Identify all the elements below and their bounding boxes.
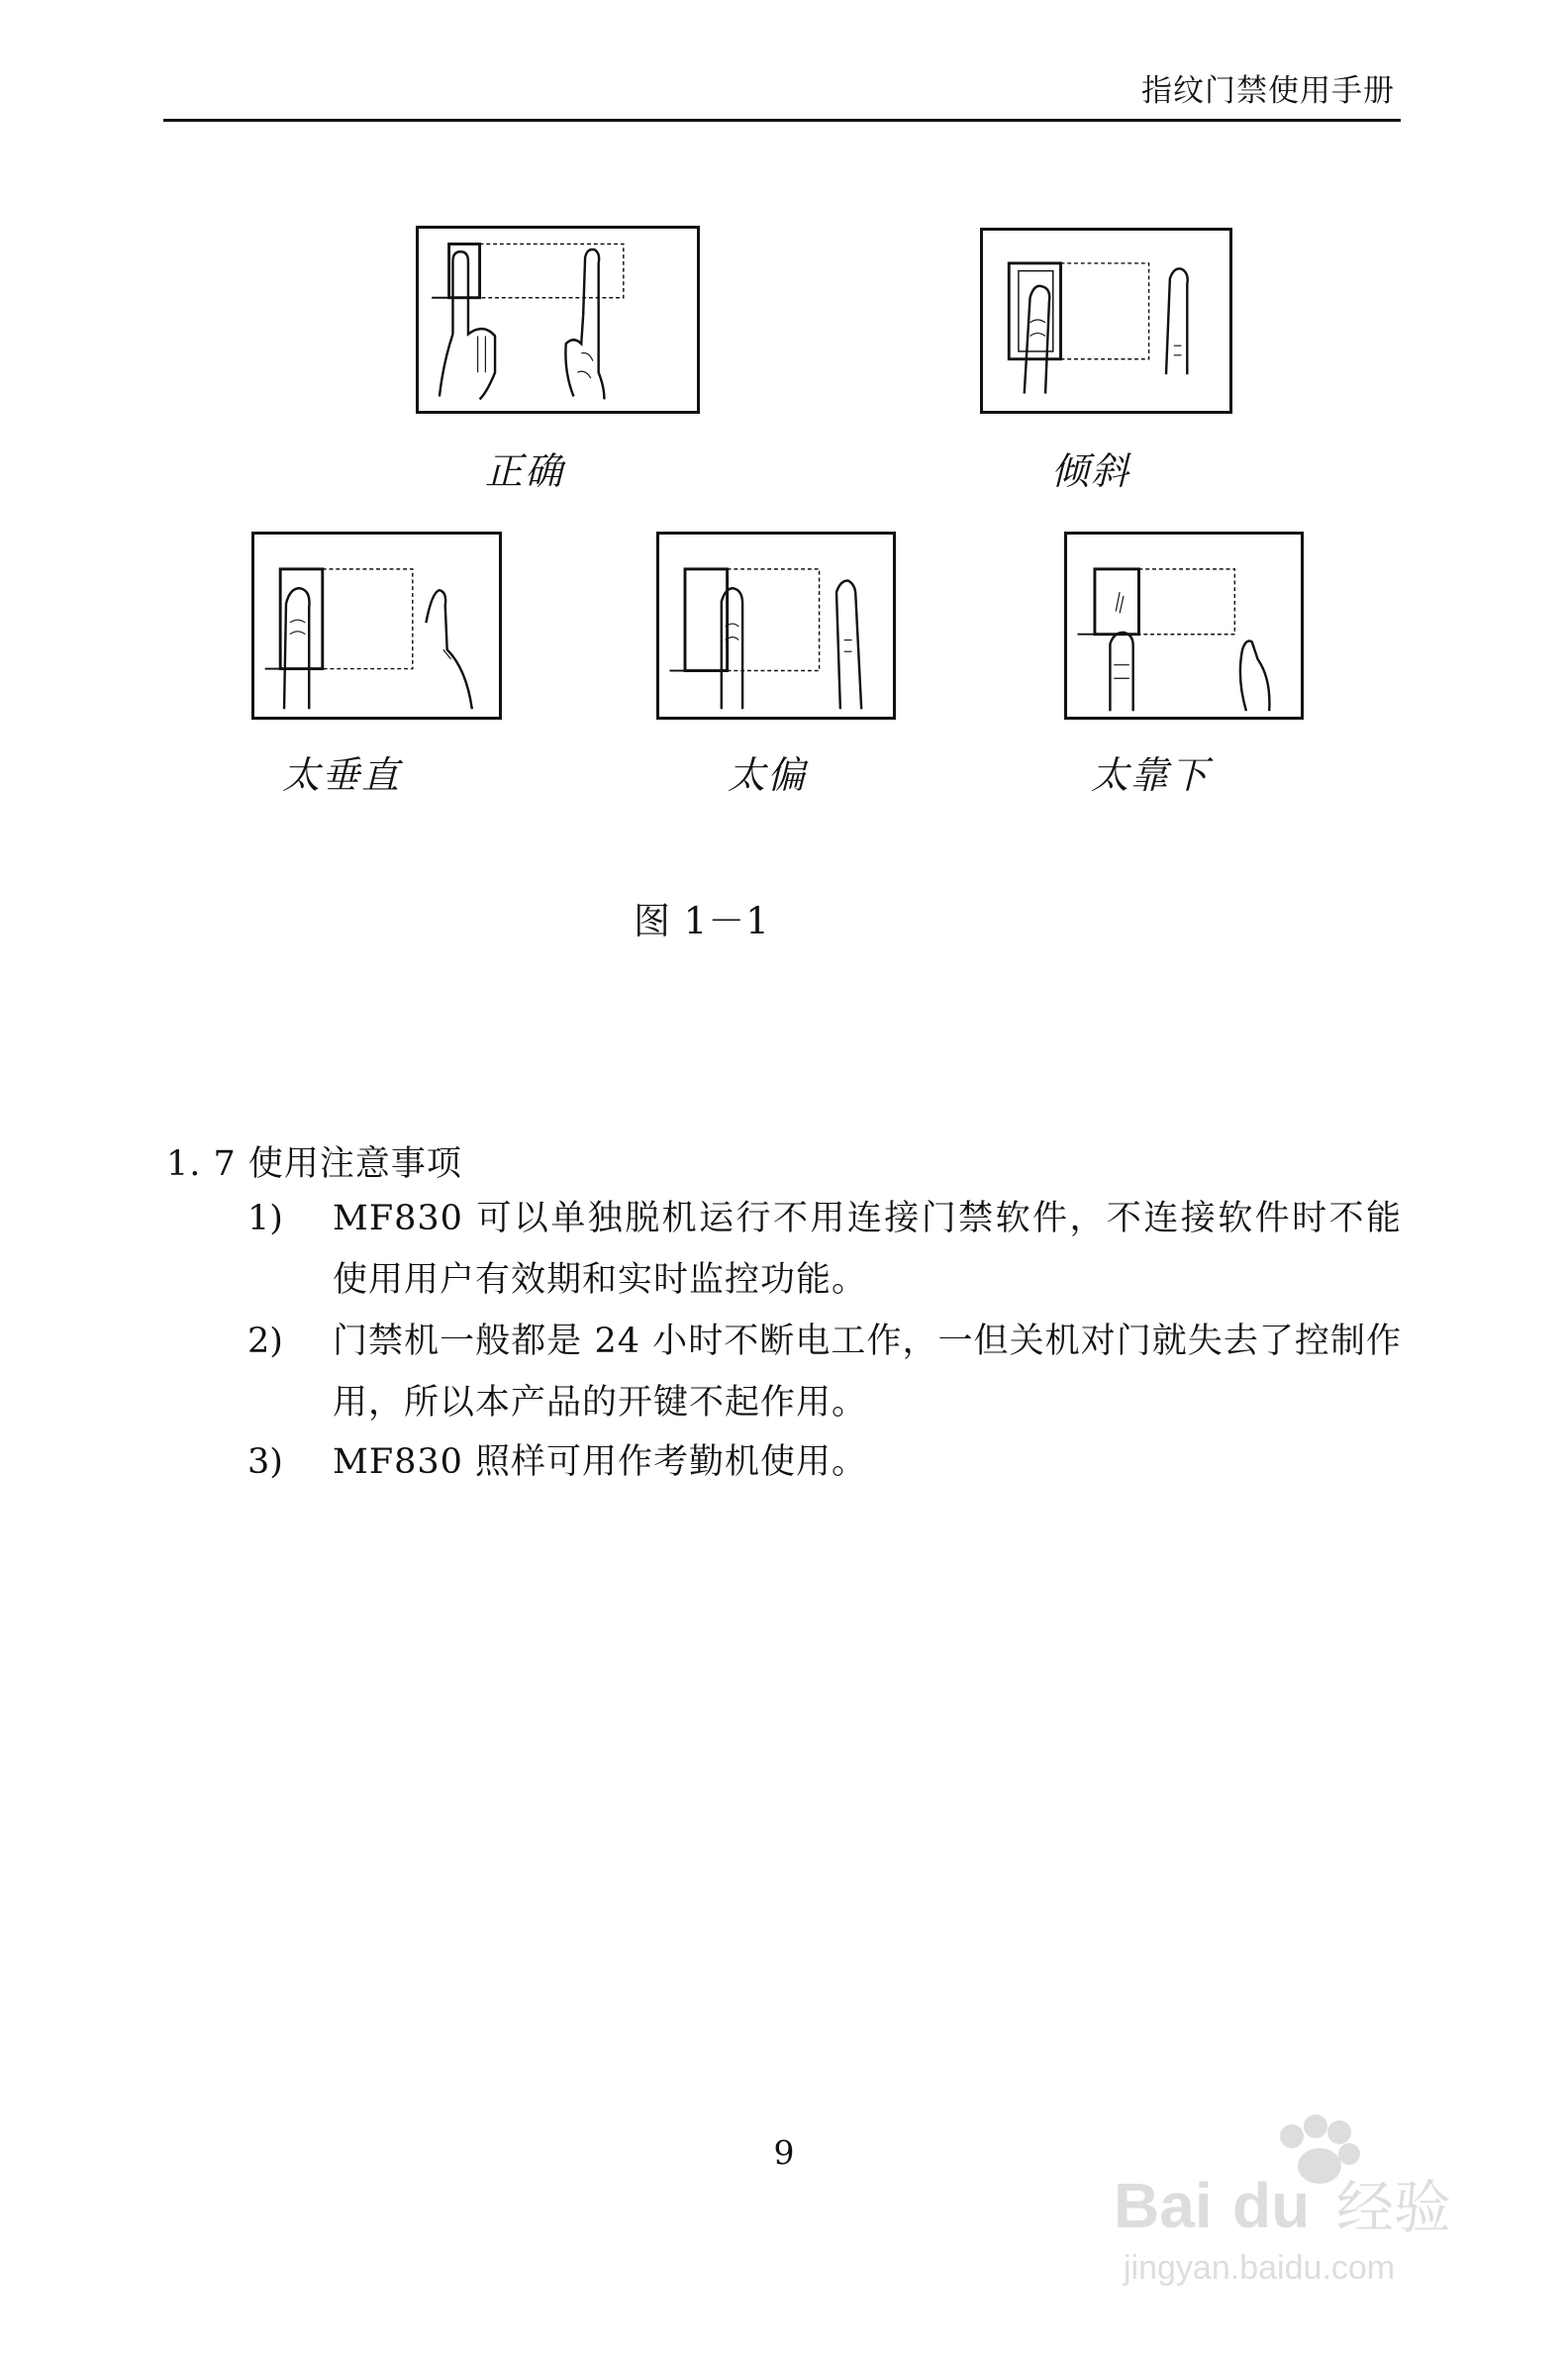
page-number: 9 [773, 2133, 795, 2172]
finger-placement-too-low-illustration [1067, 535, 1301, 717]
note-text: MF830 照样可用作考勤机使用。 [333, 1442, 868, 1482]
caption-too-vertical: 太垂直 [282, 753, 402, 797]
figure-too-vertical [251, 532, 502, 720]
caption-too-low: 太靠下 [1091, 753, 1211, 797]
baidu-jingyan-watermark-logo [1094, 2109, 1485, 2297]
note-text: 门禁机一般都是 24 小时不断电工作，一但关机对门就失去了控制作用，所以本产品的开键不起作用。 [333, 1322, 1402, 1423]
caption-too-off: 太偏 [728, 753, 808, 797]
section-title: 1. 7 使用注意事项 [166, 1144, 462, 1184]
page-header [163, 59, 1401, 122]
svg-text:经验: 经验 [1336, 2174, 1452, 2241]
svg-text:jingyan.baidu.com: jingyan.baidu.com [1124, 2249, 1396, 2287]
svg-text:du: du [1232, 2170, 1311, 2241]
caption-correct: 正确 [485, 449, 565, 493]
figure-too-low [1064, 532, 1304, 720]
finger-placement-tilted-illustration [983, 231, 1229, 411]
caption-tilted: 倾斜 [1051, 449, 1131, 493]
note-text: MF830 可以单独脱机运行不用连接门禁软件，不连接软件时不能使用用户有效期和实时监控功能。 [333, 1199, 1402, 1300]
header-title: 指纹门禁使用手册 [1141, 73, 1395, 109]
figure-tilted [980, 228, 1232, 414]
finger-placement-too-off-illustration [659, 535, 893, 717]
finger-placement-too-vertical-illustration [254, 535, 499, 717]
figure-too-off [656, 532, 896, 720]
finger-placement-correct-illustration [419, 229, 697, 411]
figure-correct [416, 226, 700, 414]
note-number: 2) [247, 1322, 283, 1361]
note-number: 1) [247, 1199, 283, 1238]
note-number: 3) [247, 1442, 283, 1482]
svg-text:Bai: Bai [1114, 2170, 1213, 2241]
figure-caption: 图 1－1 [634, 900, 770, 942]
